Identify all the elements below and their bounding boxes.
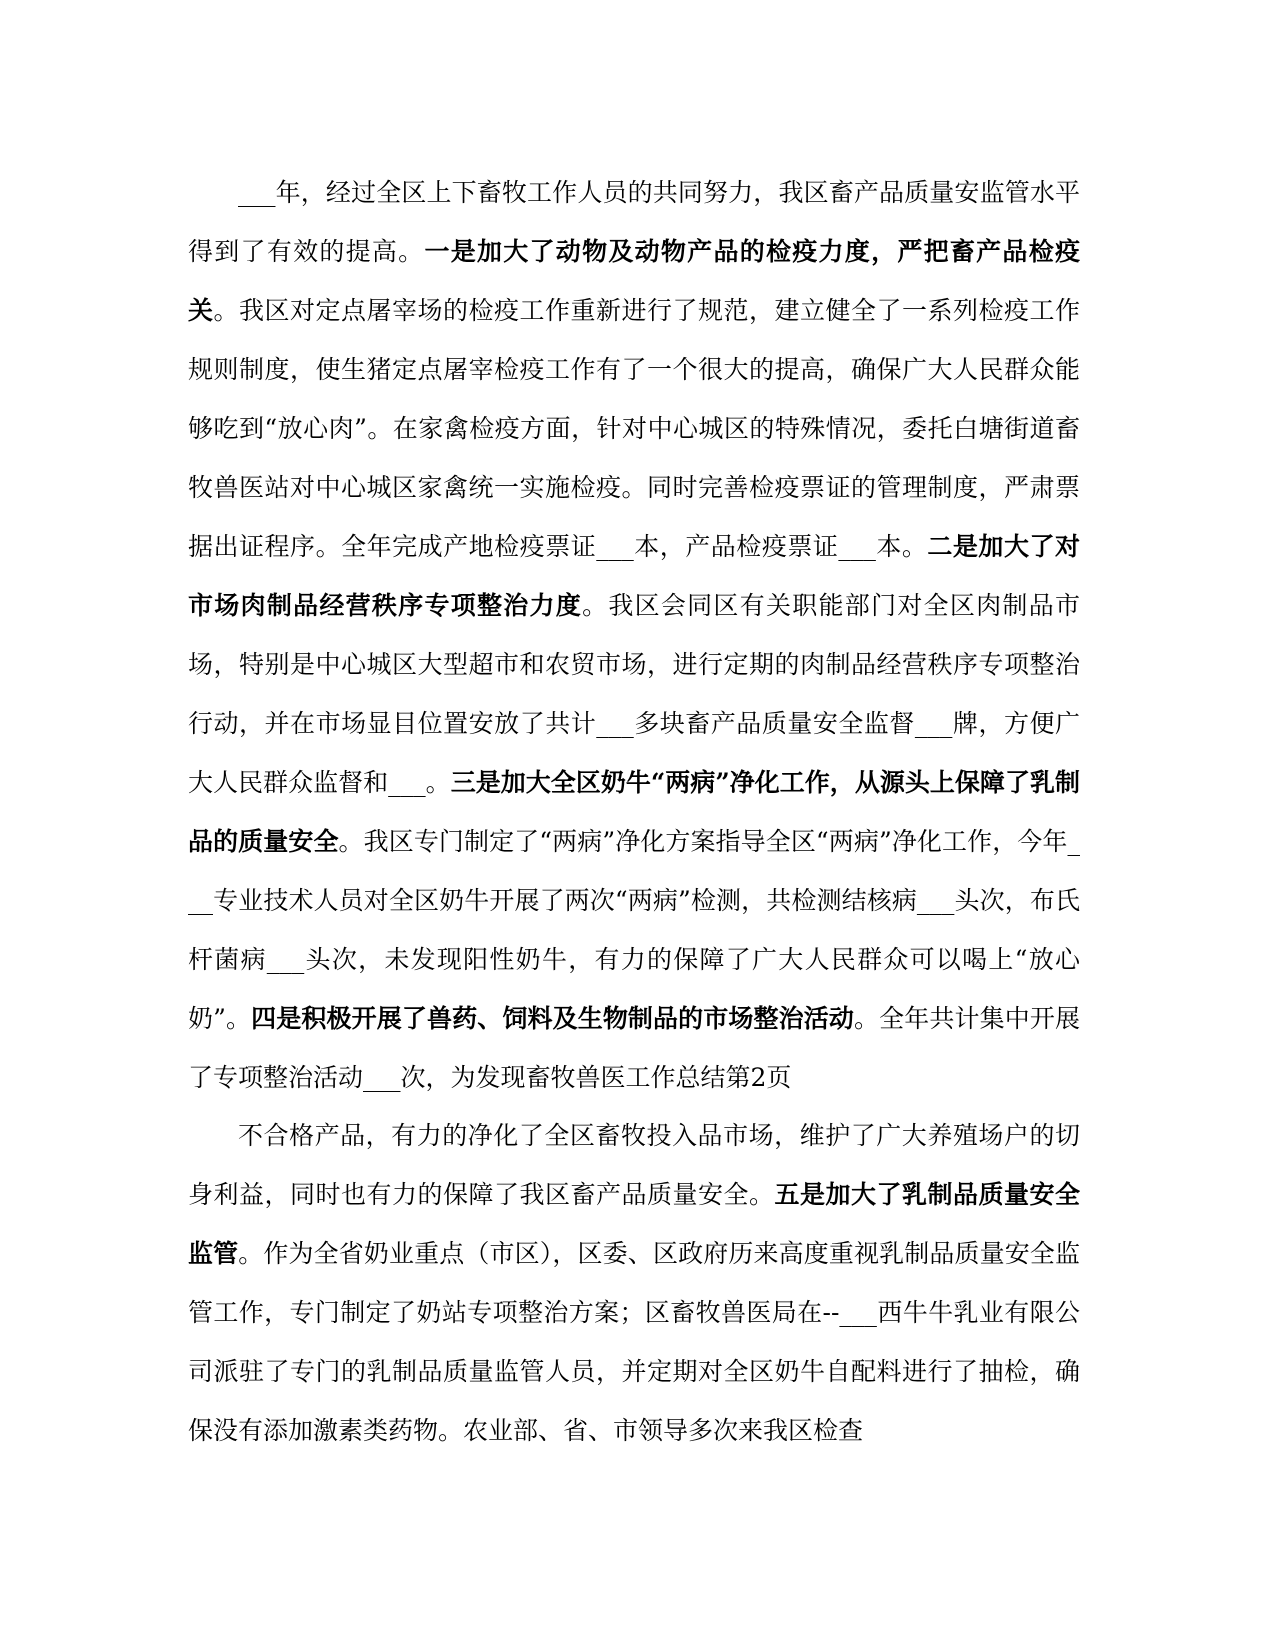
bold-heading-1: 一是加大了动物及动物产品的检疫力度，严把畜产品检疫关 [188,237,1080,325]
bold-heading-4: 四是积极开展了兽药、饲料及生物制品的市场整治活动 [251,1004,855,1033]
bold-heading-5: 五是加大了乳制品质量安全监管 [188,1180,1080,1268]
bold-heading-3: 三是加大全区奶牛“两病”净化工作，从源头上保障了乳制品的质量安全 [188,768,1080,856]
text-run: ___年，经过全区上下畜牧工作人员的共同努力，我区畜产品质量安监管水平得到了有效的提高。 [188,178,1080,266]
text-run: 。我区会同区有关职能部门对全区肉制品市场，特别是中心城区大型超市和农贸市场，进行定期的肉制品经营秩序专项整治行动，并在市场显目位置安放了共计___多块畜产品质量安全监督___牌，方便广大人民群众监督和___。 [188,591,1080,797]
text-run: 。全年共计集中开展了专项整治活动___次，为发现畜牧兽医工作总结第2页 [188,1004,1080,1092]
text-run: 。我区对定点屠宰场的检疫工作重新进行了规范，建立健全了一系列检疫工作规则制度，使生猪定点屠宰检疫工作有了一个很大的提高，确保广大人民群众能够吃到“放心肉”。在家禽检疫方面，针对中心城区的特殊情况，委托白塘街道畜牧兽医站对中心城区家禽统一实施检疫。同时完善检疫票证的管理制度，严肃票据出证程序。全年完成产地检疫票证___本，产品检疫票证___本。 [188,296,1080,561]
bold-heading-2: 二是加大了对市场肉制品经营秩序专项整治力度 [188,532,1080,620]
text-run: 不合格产品，有力的净化了全区畜牧投入品市场，维护了广大养殖场户的切身利益，同时也有力的保障了我区畜产品质量安全。 [188,1121,1080,1209]
paragraph-2 [188,1106,1080,1460]
paragraph-1 [188,163,1080,1107]
text-run: 。我区专门制定了“两病”净化方案指导全区“两病”净化工作，今年___专业技术人员对全区奶牛开展了两次“两病”检测，共检测结核病___头次，布氏杆菌病___头次，未发现阳性奶牛，有力的保障了广大人民群众可以喝上“放心奶”。 [188,827,1080,1033]
text-run: 。作为全省奶业重点（市区），区委、区政府历来高度重视乳制品质量安全监管工作，专门制定了奶站专项整治方案；区畜牧兽医局在--___西牛牛乳业有限公司派驻了专门的乳制品质量监管人员，并定期对全区奶牛自配料进行了抽检，确保没有添加激素类药物。农业部、省、市领导多次来我区检查 [188,1239,1080,1445]
